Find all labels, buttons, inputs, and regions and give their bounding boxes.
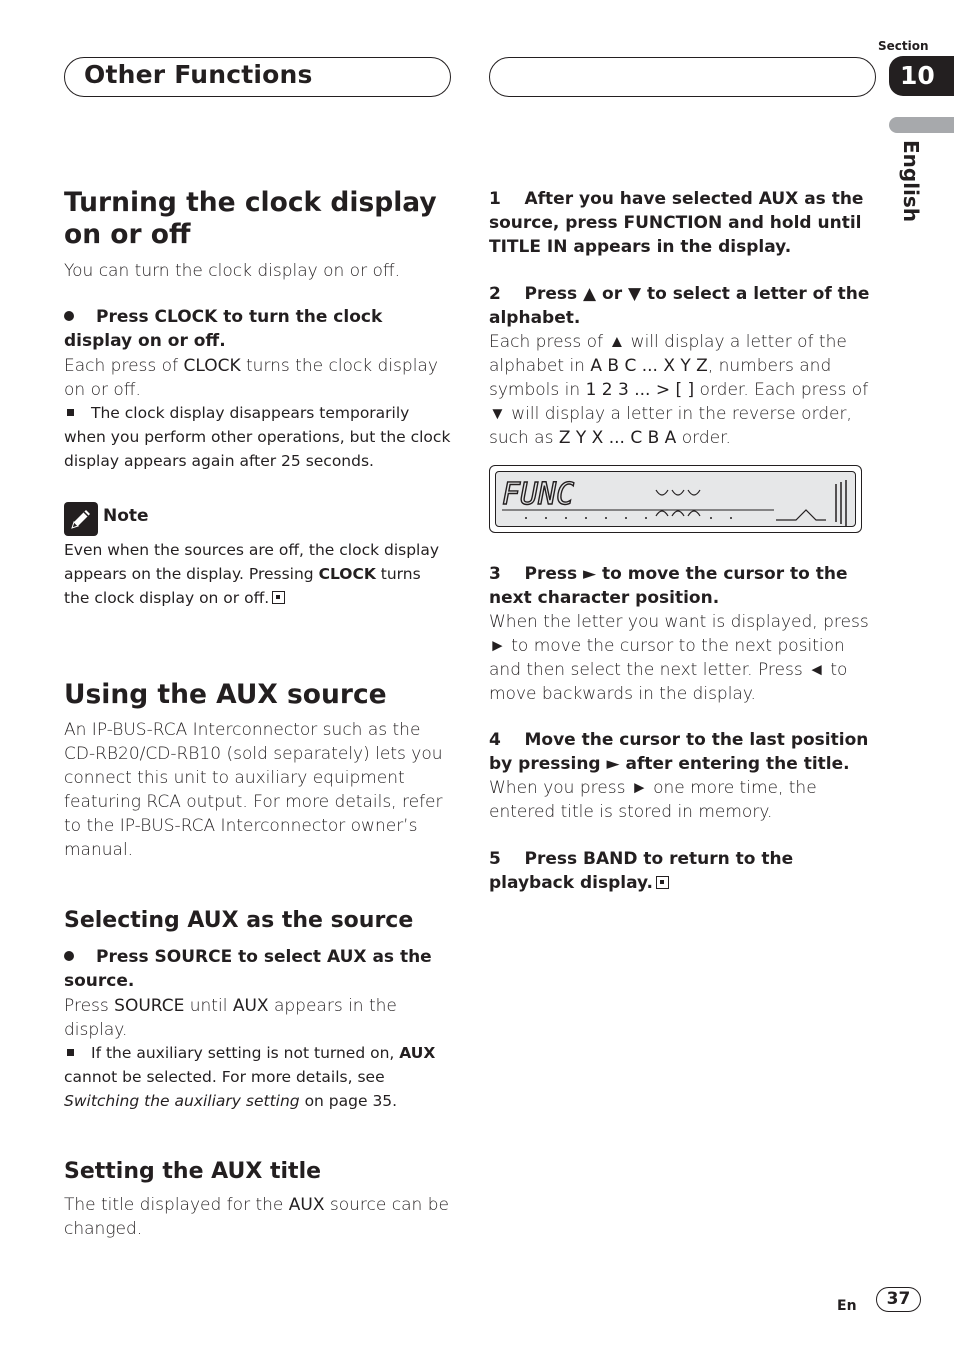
note-label: Note: [103, 506, 149, 526]
language-label: English: [899, 140, 923, 223]
header-blank-pill: [489, 57, 876, 97]
clock-small-note: The clock display disappears temporarily when you perform other operations, but the clock display appears again after 25 seconds.: [64, 404, 451, 470]
clock-intro: You can turn the clock display on or off.: [64, 261, 400, 281]
step-4-body: When you press ► one more time, the entered title is stored in memory.: [489, 778, 817, 822]
page-header-title: Other Functions: [84, 60, 313, 89]
lcd-dots: [525, 517, 732, 519]
step-1: 1 After you have selected AUX as the source, press FUNCTION and hold until TITLE IN appears in the display.: [489, 189, 870, 257]
level-meter-icon: [836, 480, 846, 526]
square-bullet-icon: [67, 409, 74, 416]
step-5: 5 Press BAND to return to the playback display.: [489, 849, 800, 893]
step-2: 2 Press ▲ or ▼ to select a letter of the alphabet.: [489, 284, 876, 328]
bullet-icon: [64, 951, 74, 961]
select-small-note: If the auxiliary setting is not turned on, AUX cannot be selected. For more details, see Switching the auxiliary setting on page 35.: [64, 1044, 436, 1110]
step-3: 3 Press ► to move the cursor to the next character position.: [489, 564, 854, 608]
bullet-icon: [64, 311, 74, 321]
end-mark-icon: [272, 591, 285, 604]
select-bullet: Press SOURCE to select AUX as the source.: [64, 947, 432, 991]
select-body: Press SOURCE until AUX appears in the display.: [64, 996, 397, 1040]
footer-language: En: [837, 1298, 857, 1314]
step-4: 4 Move the cursor to the last position by pressing ► after entering the title.: [489, 730, 875, 774]
square-bullet-icon: [67, 1049, 74, 1056]
lcd-text: FUNC: [502, 477, 575, 512]
clock-heading: Turning the clock display on or off: [64, 187, 437, 250]
clock-body: Each press of CLOCK turns the clock display on or off.: [64, 356, 438, 400]
speaker-wave-icon: [656, 490, 700, 516]
language-tab: [889, 117, 954, 133]
title-heading: Setting the AUX title: [64, 1159, 322, 1184]
clock-bullet: Press CLOCK to turn the clock display on or off.: [64, 307, 383, 351]
step-3-body: When the letter you want is displayed, press ► to move the cursor to the next position and then select the next letter. Press ◄ to move backwards in the display.: [489, 612, 869, 704]
section-label: Section: [878, 39, 929, 53]
title-body: The title displayed for the AUX source can be changed.: [64, 1195, 449, 1239]
select-heading: Selecting AUX as the source: [64, 908, 414, 933]
lcd-display-illustration: [489, 465, 862, 533]
note-pencil-icon: [64, 502, 98, 536]
aux-body: An IP-BUS-RCA Interconnector such as the CD-RB20/CD-RB10 (sold separately) lets you connect this unit to auxiliary equipment featuring RCA output. For more details, refer to the IP-BUS-RCA Interconnector owner’s manual.: [64, 720, 443, 860]
page-number: 37: [876, 1287, 921, 1312]
lcd-screen: [495, 471, 856, 527]
step-2-body: Each press of ▲ will display a letter of the alphabet in A B C ... X Y Z, numbers and symbols in 1 2 3 ... > [ ] order. Each press of ▼ will display a letter in the reverse order, such as Z Y X ... C B A order.: [489, 332, 869, 448]
section-number: 10: [889, 56, 954, 96]
end-mark-icon: [656, 876, 669, 889]
note-body: Even when the sources are off, the clock display appears on the display. Pressing CLOCK turns the clock display on or off.: [64, 541, 440, 607]
aux-heading: Using the AUX source: [64, 679, 387, 710]
